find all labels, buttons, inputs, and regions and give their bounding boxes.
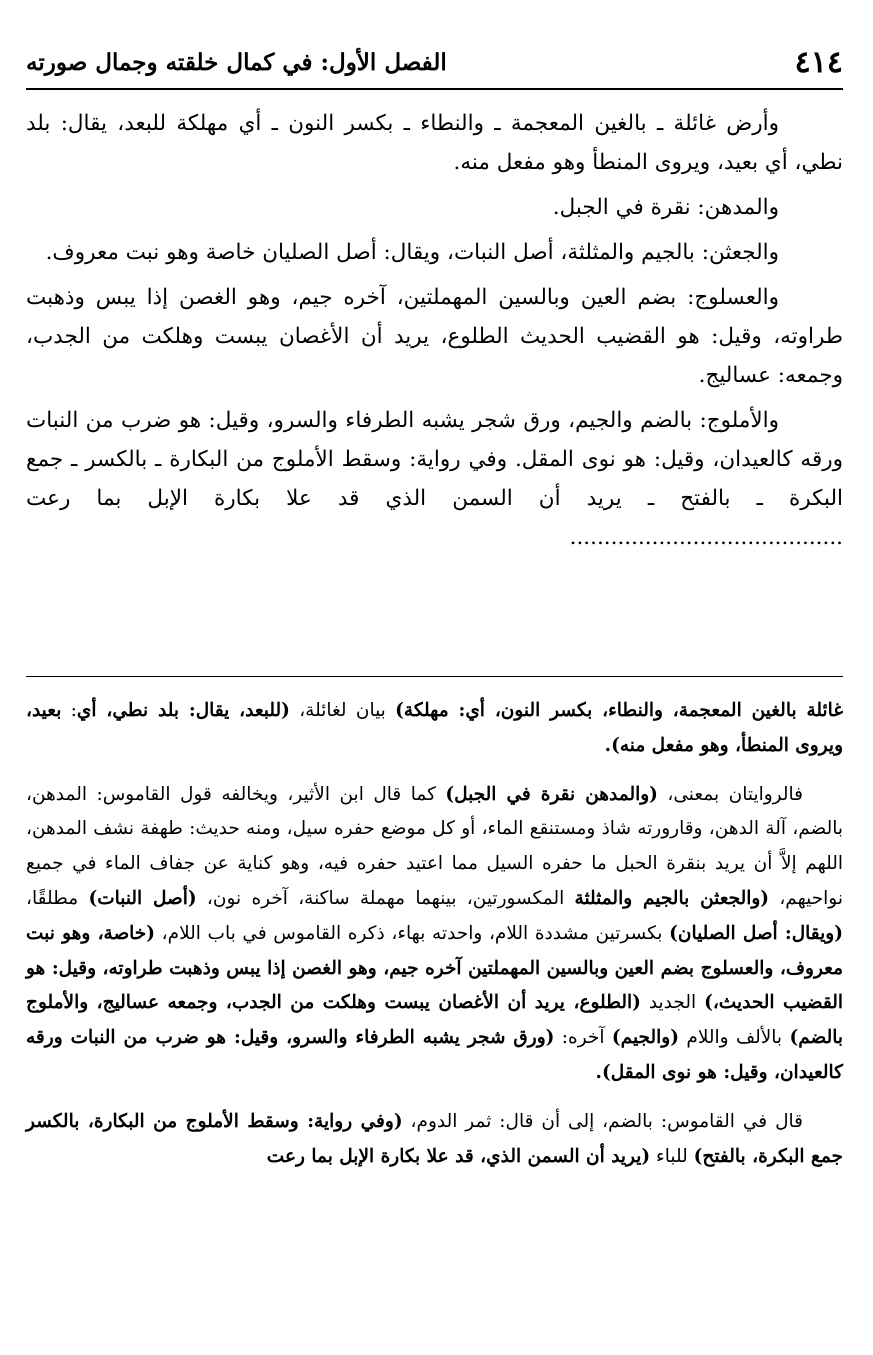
bold-quoted-text: (وفي رواية: وسقط الأملوج من البكارة، بالكسر جمع البكرة، بالفتح) bbox=[26, 1110, 843, 1167]
commentary-run: كما قال ابن الأثير، ويخالفه قول القاموس: المدهن، بالضم، آلة الدهن، وقارورته شاذ ومستنقع الماء، أو كل موضع حفره سيل، ومنه حديث: طهفة نشف المدهن، اللهم إلاَّ أن يريد بنقرة الحبل ما حفره السيل مما اعتيد حفره فيه، وهو كناية عن جفاف الماء في جميع نواحيهم، bbox=[26, 783, 844, 909]
main-paragraph-4: والعسلوج: بضم العين وبالسين المهملتين، آخره جيم، وهو الغصن إذا يبس وذهبت طراوته، وقيل: هو القضيب الحديث الطلوع، يريد أن الأغصان يبست وهلكت من الجدب، وجمعه: عساليج. bbox=[26, 285, 843, 388]
main-paragraph-2: والمدهن: نقرة في الجبل. bbox=[552, 195, 779, 220]
header-rule bbox=[26, 88, 843, 90]
bold-quoted-text: (والمدهن نقرة في الجبل) bbox=[445, 783, 658, 805]
bold-quoted-text: (للبعد، يقال: بلد نطي، أي bbox=[76, 700, 290, 721]
main-text bbox=[26, 104, 843, 557]
bold-quoted-text: (الطلوع، يريد أن الأغصان يبست وهلكت من الجدب، وجمعه عساليج، والأملوج بالضم) bbox=[26, 992, 843, 1049]
running-title: الفصل الأول: في كمال خلقته وجمال صورته bbox=[26, 48, 447, 76]
bold-quoted-text: بعيد، ويروى المنطأ، وهو مفعل منه). bbox=[26, 700, 843, 756]
commentary-separator bbox=[26, 676, 843, 677]
page-number: ٤١٤ bbox=[794, 44, 843, 80]
commentary-run: آخره: bbox=[554, 1027, 612, 1049]
commentary-run: للباء bbox=[650, 1145, 694, 1167]
main-paragraph-1: وأرض غائلة ـ بالغين المعجمة ـ والنطاء ـ بكسر النون ـ أي مهلكة للبعد، يقال: بلد نطي، أي بعيد، ويروى المنطأ وهو مفعل منه. bbox=[26, 111, 843, 175]
main-paragraph-5-text: والأملوج: بالضم والجيم، ورق شجر يشبه الطرفاء والسرو، وقيل: هو ضرب من النبات ورقه كالعيدان، وقيل: هو نوى المقل. وفي رواية: وسقط الأملوج من البكارة ـ بالكسر ـ جمع البكرة ـ بالفتح ـ يريد أن السمن الذي قد علا بكارة الإبل بما رعت bbox=[26, 408, 843, 511]
commentary-run: الجديد bbox=[640, 992, 705, 1014]
commentary-run: بيان لغائلة، bbox=[289, 700, 396, 721]
commentary-run: مطلقًا، bbox=[26, 887, 89, 909]
commentary-text bbox=[26, 694, 843, 1188]
commentary-run: بكسرتين مشددة اللام، واحدته بهاء، ذكره القاموس في باب اللام، bbox=[155, 922, 670, 944]
commentary-run: قال في القاموس: بالضم، إلى أن قال: ثمر الدوم، bbox=[402, 1110, 803, 1132]
main-paragraph-5 bbox=[26, 401, 843, 557]
bold-quoted-text: (خاصة، وهو نبت معروف، والعسلوج بضم العين وبالسين المهملتين آخره جيم، وهو الغصن إذا يبس وذهبت طراوته، وقيل: هو القضيب الحديث،) bbox=[26, 922, 843, 1014]
bold-quoted-text: غائلة بالغين المعجمة، والنطاء، بكسر النون، أي: مهلكة) bbox=[395, 700, 843, 721]
commentary-run: فالروايتان بمعنى، bbox=[657, 783, 803, 805]
commentary-run: : bbox=[61, 700, 77, 721]
bold-quoted-text: (ورق شجر يشبه الطرفاء والسرو، وقيل: هو ضرب من النبات ورقه كالعيدان، وقيل: هو نوى المقل). bbox=[26, 1027, 843, 1083]
commentary-run: المكسورتين، بينهما مهملة ساكنة، آخره نون، bbox=[196, 887, 575, 909]
page-header bbox=[26, 40, 843, 84]
bold-quoted-text: (أصل النبات) bbox=[88, 887, 197, 909]
bold-quoted-text: (والجيم) bbox=[611, 1027, 679, 1049]
bold-quoted-text: (والجعثن بالجيم والمثلثة bbox=[574, 887, 770, 909]
bold-quoted-text: (ويقال: أصل الصليان) bbox=[669, 922, 843, 944]
commentary-paragraph-1 bbox=[26, 694, 843, 764]
commentary-paragraph-3 bbox=[26, 1105, 843, 1175]
continuation-dots: ........................................ bbox=[569, 525, 843, 550]
main-paragraph-3: والجعثن: بالجيم والمثلثة، أصل النبات، ويقال: أصل الصليان خاصة وهو نبت معروف. bbox=[45, 240, 779, 265]
commentary-paragraph-2 bbox=[26, 778, 843, 1091]
commentary-run: بالألف واللام bbox=[678, 1027, 790, 1049]
bold-quoted-text: (يريد أن السمن الذي، قد علا بكارة الإبل بما رعت bbox=[266, 1145, 651, 1167]
